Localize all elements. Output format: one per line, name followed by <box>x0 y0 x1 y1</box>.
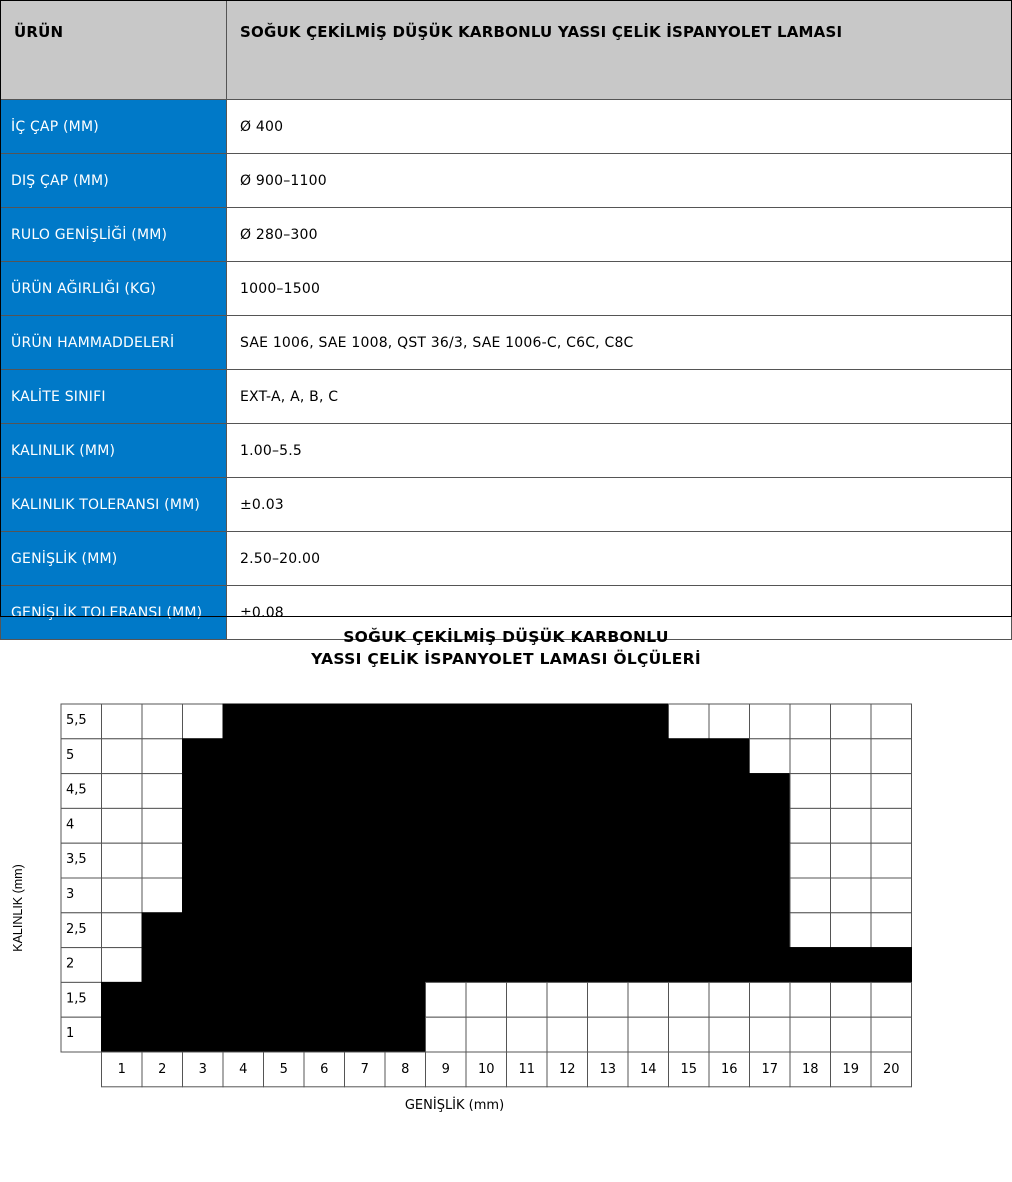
table-row <box>1 370 1012 424</box>
grid-cell-unavailable <box>183 704 224 739</box>
grid-cell-available <box>466 948 507 983</box>
x-axis-label: GENİŞLİK (mm) <box>404 1097 505 1113</box>
grid-cell-available <box>547 913 588 948</box>
grid-cell-available <box>628 774 669 809</box>
grid-cell-available <box>304 913 345 948</box>
table-row <box>1 154 1012 208</box>
grid-cell-available <box>466 878 507 913</box>
grid-cell-available <box>264 948 305 983</box>
grid-cell-available <box>183 843 224 878</box>
y-tick-label: 2 <box>66 956 75 972</box>
grid-cell-unavailable <box>871 843 912 878</box>
grid-cell-available <box>466 913 507 948</box>
grid-cell-available <box>547 878 588 913</box>
row-value: ±0.08 <box>227 586 1012 640</box>
row-value: Ø 400 <box>227 100 1012 154</box>
grid-cell-available <box>183 1017 224 1052</box>
grid-cell-available <box>750 913 791 948</box>
grid-cell-available <box>264 913 305 948</box>
grid-cell-unavailable <box>831 774 872 809</box>
row-label: KALINLIK TOLERANSI (MM) <box>1 478 227 532</box>
x-tick-label: 6 <box>320 1062 329 1077</box>
grid-cell-available <box>223 948 264 983</box>
table-row <box>1 262 1012 316</box>
grid-cell-unavailable <box>142 774 183 809</box>
grid-cell-unavailable <box>871 913 912 948</box>
grid-cell-available <box>264 704 305 739</box>
header-label: ÜRÜN <box>1 1 227 100</box>
grid-cell-available <box>588 704 629 739</box>
y-tick-label: 3,5 <box>66 852 87 868</box>
grid-cell-unavailable <box>466 1017 507 1052</box>
row-label: RULO GENİŞLİĞİ (MM) <box>1 208 227 262</box>
thickness-width-grid <box>0 690 1012 1130</box>
grid-cell-unavailable <box>790 878 831 913</box>
grid-cell-available <box>709 808 750 843</box>
grid-cell-available <box>750 843 791 878</box>
x-tick-label: 8 <box>401 1062 410 1077</box>
grid-cell-available <box>345 808 386 843</box>
grid-cell-available <box>142 982 183 1017</box>
grid-cell-available <box>102 1017 143 1052</box>
grid-cell-unavailable <box>142 843 183 878</box>
x-tick-label: 13 <box>599 1062 617 1077</box>
grid-cell-available <box>223 878 264 913</box>
grid-cell-unavailable <box>102 913 143 948</box>
grid-cell-available <box>264 808 305 843</box>
grid-cell-available <box>507 843 548 878</box>
table-row <box>1 424 1012 478</box>
grid-cell-unavailable <box>426 982 467 1017</box>
grid-cell-available <box>345 774 386 809</box>
grid-cell-unavailable <box>709 982 750 1017</box>
grid-cell-unavailable <box>871 1017 912 1052</box>
y-tick-label: 5 <box>66 747 75 763</box>
grid-cell-unavailable <box>142 704 183 739</box>
grid-cell-unavailable <box>831 913 872 948</box>
grid-cell-available <box>750 808 791 843</box>
grid-cell-unavailable <box>831 808 872 843</box>
grid-cell-unavailable <box>588 982 629 1017</box>
grid-cell-available <box>628 704 669 739</box>
grid-cell-available <box>223 774 264 809</box>
grid-cell-available <box>709 774 750 809</box>
row-label: ÜRÜN HAMMADDELERİ <box>1 316 227 370</box>
grid-cell-available <box>466 774 507 809</box>
grid-cell-available <box>507 739 548 774</box>
grid-cell-available <box>628 948 669 983</box>
grid-cell-available <box>547 704 588 739</box>
grid-cell-available <box>183 982 224 1017</box>
grid-cell-available <box>547 948 588 983</box>
grid-cell-available <box>547 843 588 878</box>
grid-cell-available <box>547 808 588 843</box>
table-row <box>1 100 1012 154</box>
grid-cell-available <box>304 878 345 913</box>
x-tick-label: 10 <box>477 1062 495 1077</box>
grid-cell-available <box>426 739 467 774</box>
grid-cell-available <box>345 739 386 774</box>
grid-cell-available <box>426 704 467 739</box>
grid-cell-unavailable <box>831 982 872 1017</box>
grid-cell-available <box>588 774 629 809</box>
grid-cell-available <box>385 948 426 983</box>
grid-cell-available <box>304 739 345 774</box>
grid-cell-available <box>790 948 831 983</box>
grid-cell-available <box>102 982 143 1017</box>
grid-cell-available <box>588 808 629 843</box>
grid-cell-available <box>628 913 669 948</box>
grid-cell-unavailable <box>831 878 872 913</box>
grid-cell-available <box>264 1017 305 1052</box>
grid-cell-available <box>345 878 386 913</box>
grid-cell-available <box>588 843 629 878</box>
row-value: ±0.03 <box>227 478 1012 532</box>
grid-cell-unavailable <box>669 982 710 1017</box>
grid-cell-available <box>547 739 588 774</box>
grid-cell-unavailable <box>102 948 143 983</box>
grid-cell-unavailable <box>790 982 831 1017</box>
x-tick-label: 12 <box>558 1062 576 1077</box>
grid-cell-unavailable <box>790 913 831 948</box>
row-label: İÇ ÇAP (MM) <box>1 100 227 154</box>
grid-cell-available <box>669 948 710 983</box>
grid-cell-available <box>304 1017 345 1052</box>
row-label: ÜRÜN AĞIRLIĞI (KG) <box>1 262 227 316</box>
table-row <box>1 532 1012 586</box>
grid-cell-available <box>345 843 386 878</box>
row-label: GENİŞLİK (MM) <box>1 532 227 586</box>
row-value: SAE 1006, SAE 1008, QST 36/3, SAE 1006-C, C6C, C8C <box>227 316 1012 370</box>
row-value: EXT-A, A, B, C <box>227 370 1012 424</box>
x-tick-label: 11 <box>518 1062 536 1077</box>
grid-cell-available <box>304 808 345 843</box>
grid-cell-available <box>426 808 467 843</box>
grid-cell-unavailable <box>750 739 791 774</box>
chart-title-line-1: SOĞUK ÇEKİLMİŞ DÜŞÜK KARBONLU <box>343 628 669 646</box>
grid-cell-available <box>709 843 750 878</box>
grid-cell-unavailable <box>102 739 143 774</box>
grid-cell-unavailable <box>507 1017 548 1052</box>
grid-cell-available <box>466 808 507 843</box>
grid-cell-available <box>142 948 183 983</box>
grid-cell-available <box>345 704 386 739</box>
grid-cell-available <box>547 774 588 809</box>
grid-cell-available <box>223 704 264 739</box>
row-label: KALINLIK (MM) <box>1 424 227 478</box>
x-tick-label: 9 <box>441 1062 450 1077</box>
chart-title <box>0 626 1012 670</box>
grid-cell-available <box>264 739 305 774</box>
grid-cell-unavailable <box>871 739 912 774</box>
grid-cell-available <box>669 774 710 809</box>
grid-cell-unavailable <box>102 843 143 878</box>
grid-cell-available <box>426 843 467 878</box>
y-tick-label: 1 <box>66 1026 75 1042</box>
y-tick-label: 3 <box>66 887 75 902</box>
y-axis-label: KALINLIK (mm) <box>11 864 25 952</box>
grid-cell-available <box>628 878 669 913</box>
grid-cell-available <box>183 948 224 983</box>
grid-cell-unavailable <box>790 739 831 774</box>
grid-cell-available <box>183 739 224 774</box>
grid-cell-available <box>183 913 224 948</box>
grid-cell-available <box>669 843 710 878</box>
grid-cell-available <box>669 878 710 913</box>
grid-cell-available <box>588 948 629 983</box>
grid-cell-unavailable <box>750 1017 791 1052</box>
grid-cell-available <box>264 878 305 913</box>
grid-cell-available <box>385 704 426 739</box>
y-tick-label: 2,5 <box>66 921 87 937</box>
grid-cell-unavailable <box>790 1017 831 1052</box>
grid-cell-available <box>669 913 710 948</box>
x-tick-label: 3 <box>198 1062 207 1077</box>
grid-cell-unavailable <box>466 982 507 1017</box>
row-value: 1000–1500 <box>227 262 1012 316</box>
grid-cell-available <box>709 913 750 948</box>
grid-cell-unavailable <box>102 774 143 809</box>
grid-cell-unavailable <box>790 843 831 878</box>
grid-cell-available <box>750 878 791 913</box>
grid-cell-available <box>669 739 710 774</box>
grid-cell-available <box>507 808 548 843</box>
y-tick-label: 4,5 <box>66 782 87 798</box>
grid-cell-unavailable <box>669 1017 710 1052</box>
x-tick-label: 20 <box>882 1062 900 1077</box>
grid-cell-available <box>750 948 791 983</box>
grid-cell-available <box>831 948 872 983</box>
grid-cell-unavailable <box>102 808 143 843</box>
grid-cell-unavailable <box>142 739 183 774</box>
grid-cell-available <box>507 878 548 913</box>
grid-cell-unavailable <box>669 704 710 739</box>
grid-cell-available <box>223 982 264 1017</box>
grid-cell-unavailable <box>102 704 143 739</box>
grid-cell-available <box>183 774 224 809</box>
grid-cell-available <box>588 913 629 948</box>
grid-cell-available <box>385 843 426 878</box>
grid-cell-available <box>628 739 669 774</box>
grid-cell-unavailable <box>142 808 183 843</box>
grid-cell-unavailable <box>628 982 669 1017</box>
grid-cell-available <box>142 913 183 948</box>
grid-cell-available <box>750 774 791 809</box>
x-tick-label: 18 <box>801 1062 819 1077</box>
x-tick-label: 5 <box>279 1062 288 1077</box>
x-tick-label: 15 <box>680 1062 698 1077</box>
row-value: Ø 900–1100 <box>227 154 1012 208</box>
grid-cell-available <box>628 808 669 843</box>
x-tick-label: 17 <box>761 1062 779 1077</box>
grid-cell-available <box>304 948 345 983</box>
grid-cell-available <box>385 913 426 948</box>
grid-cell-unavailable <box>142 878 183 913</box>
grid-cell-unavailable <box>831 739 872 774</box>
grid-cell-available <box>385 774 426 809</box>
grid-cell-unavailable <box>871 982 912 1017</box>
grid-cell-unavailable <box>750 982 791 1017</box>
grid-cell-available <box>628 843 669 878</box>
grid-cell-unavailable <box>790 808 831 843</box>
grid-cell-available <box>871 948 912 983</box>
grid-cell-unavailable <box>831 704 872 739</box>
x-tick-label: 14 <box>639 1062 657 1077</box>
grid-cell-unavailable <box>588 1017 629 1052</box>
grid-cell-available <box>426 948 467 983</box>
grid-cell-available <box>264 982 305 1017</box>
grid-cell-available <box>588 739 629 774</box>
table-row <box>1 316 1012 370</box>
y-tick-label: 5,5 <box>66 713 87 728</box>
grid-cell-unavailable <box>871 774 912 809</box>
y-tick-label: 4 <box>66 817 75 833</box>
grid-cell-unavailable <box>831 843 872 878</box>
grid-cell-unavailable <box>871 878 912 913</box>
grid-cell-available <box>507 704 548 739</box>
row-label: GENİŞLİK TOLERANSI (MM) <box>1 586 227 640</box>
grid-cell-available <box>304 704 345 739</box>
x-tick-label: 4 <box>239 1062 248 1077</box>
grid-cell-available <box>385 808 426 843</box>
grid-cell-unavailable <box>831 1017 872 1052</box>
grid-cell-available <box>345 982 386 1017</box>
x-tick-label: 16 <box>720 1062 738 1077</box>
grid-cell-available <box>385 1017 426 1052</box>
grid-cell-available <box>507 774 548 809</box>
row-value: 2.50–20.00 <box>227 532 1012 586</box>
x-tick-label: 19 <box>842 1062 860 1077</box>
grid-cell-available <box>709 739 750 774</box>
grid-cell-unavailable <box>790 704 831 739</box>
row-value: 1.00–5.5 <box>227 424 1012 478</box>
grid-cell-available <box>223 739 264 774</box>
x-tick-label: 1 <box>117 1062 126 1077</box>
grid-cell-available <box>507 913 548 948</box>
table-header-row <box>1 1 1012 100</box>
grid-cell-available <box>223 808 264 843</box>
grid-cell-available <box>223 843 264 878</box>
grid-cell-unavailable <box>426 1017 467 1052</box>
grid-cell-available <box>466 843 507 878</box>
grid-cell-available <box>345 913 386 948</box>
grid-cell-available <box>507 948 548 983</box>
grid-cell-available <box>709 948 750 983</box>
grid-cell-available <box>466 704 507 739</box>
grid-cell-unavailable <box>709 704 750 739</box>
grid-cell-unavailable <box>871 808 912 843</box>
grid-cell-available <box>709 878 750 913</box>
grid-cell-unavailable <box>871 704 912 739</box>
grid-cell-unavailable <box>507 982 548 1017</box>
table-row <box>1 208 1012 262</box>
grid-cell-available <box>385 982 426 1017</box>
grid-cell-available <box>345 948 386 983</box>
x-tick-label: 7 <box>360 1062 369 1077</box>
row-value: Ø 280–300 <box>227 208 1012 262</box>
grid-cell-unavailable <box>628 1017 669 1052</box>
grid-cell-available <box>669 808 710 843</box>
grid-cell-unavailable <box>547 1017 588 1052</box>
table-row <box>1 478 1012 532</box>
grid-cell-available <box>264 774 305 809</box>
grid-cell-available <box>264 843 305 878</box>
grid-cell-available <box>426 878 467 913</box>
grid-cell-unavailable <box>547 982 588 1017</box>
y-tick-label: 1,5 <box>66 991 87 1007</box>
chart-title-line-2: YASSI ÇELİK İSPANYOLET LAMASI ÖLÇÜLERİ <box>311 650 701 668</box>
grid-cell-available <box>183 808 224 843</box>
grid-cell-available <box>466 739 507 774</box>
grid-cell-available <box>142 1017 183 1052</box>
grid-cell-unavailable <box>790 774 831 809</box>
grid-cell-available <box>588 878 629 913</box>
header-value: SOĞUK ÇEKİLMİŞ DÜŞÜK KARBONLU YASSI ÇELİK İSPANYOLET LAMASI <box>227 1 1012 100</box>
grid-cell-available <box>426 913 467 948</box>
grid-cell-available <box>223 913 264 948</box>
grid-cell-available <box>304 774 345 809</box>
row-label: DIŞ ÇAP (MM) <box>1 154 227 208</box>
grid-cell-available <box>304 843 345 878</box>
grid-cell-unavailable <box>102 878 143 913</box>
row-label: KALİTE SINIFI <box>1 370 227 424</box>
grid-cell-available <box>223 1017 264 1052</box>
grid-cell-available <box>183 878 224 913</box>
grid-cell-available <box>345 1017 386 1052</box>
grid-cell-available <box>304 982 345 1017</box>
grid-cell-available <box>385 878 426 913</box>
grid-cell-available <box>385 739 426 774</box>
grid-cell-unavailable <box>750 704 791 739</box>
x-tick-label: 2 <box>158 1062 167 1077</box>
grid-cell-available <box>426 774 467 809</box>
grid-cell-unavailable <box>709 1017 750 1052</box>
